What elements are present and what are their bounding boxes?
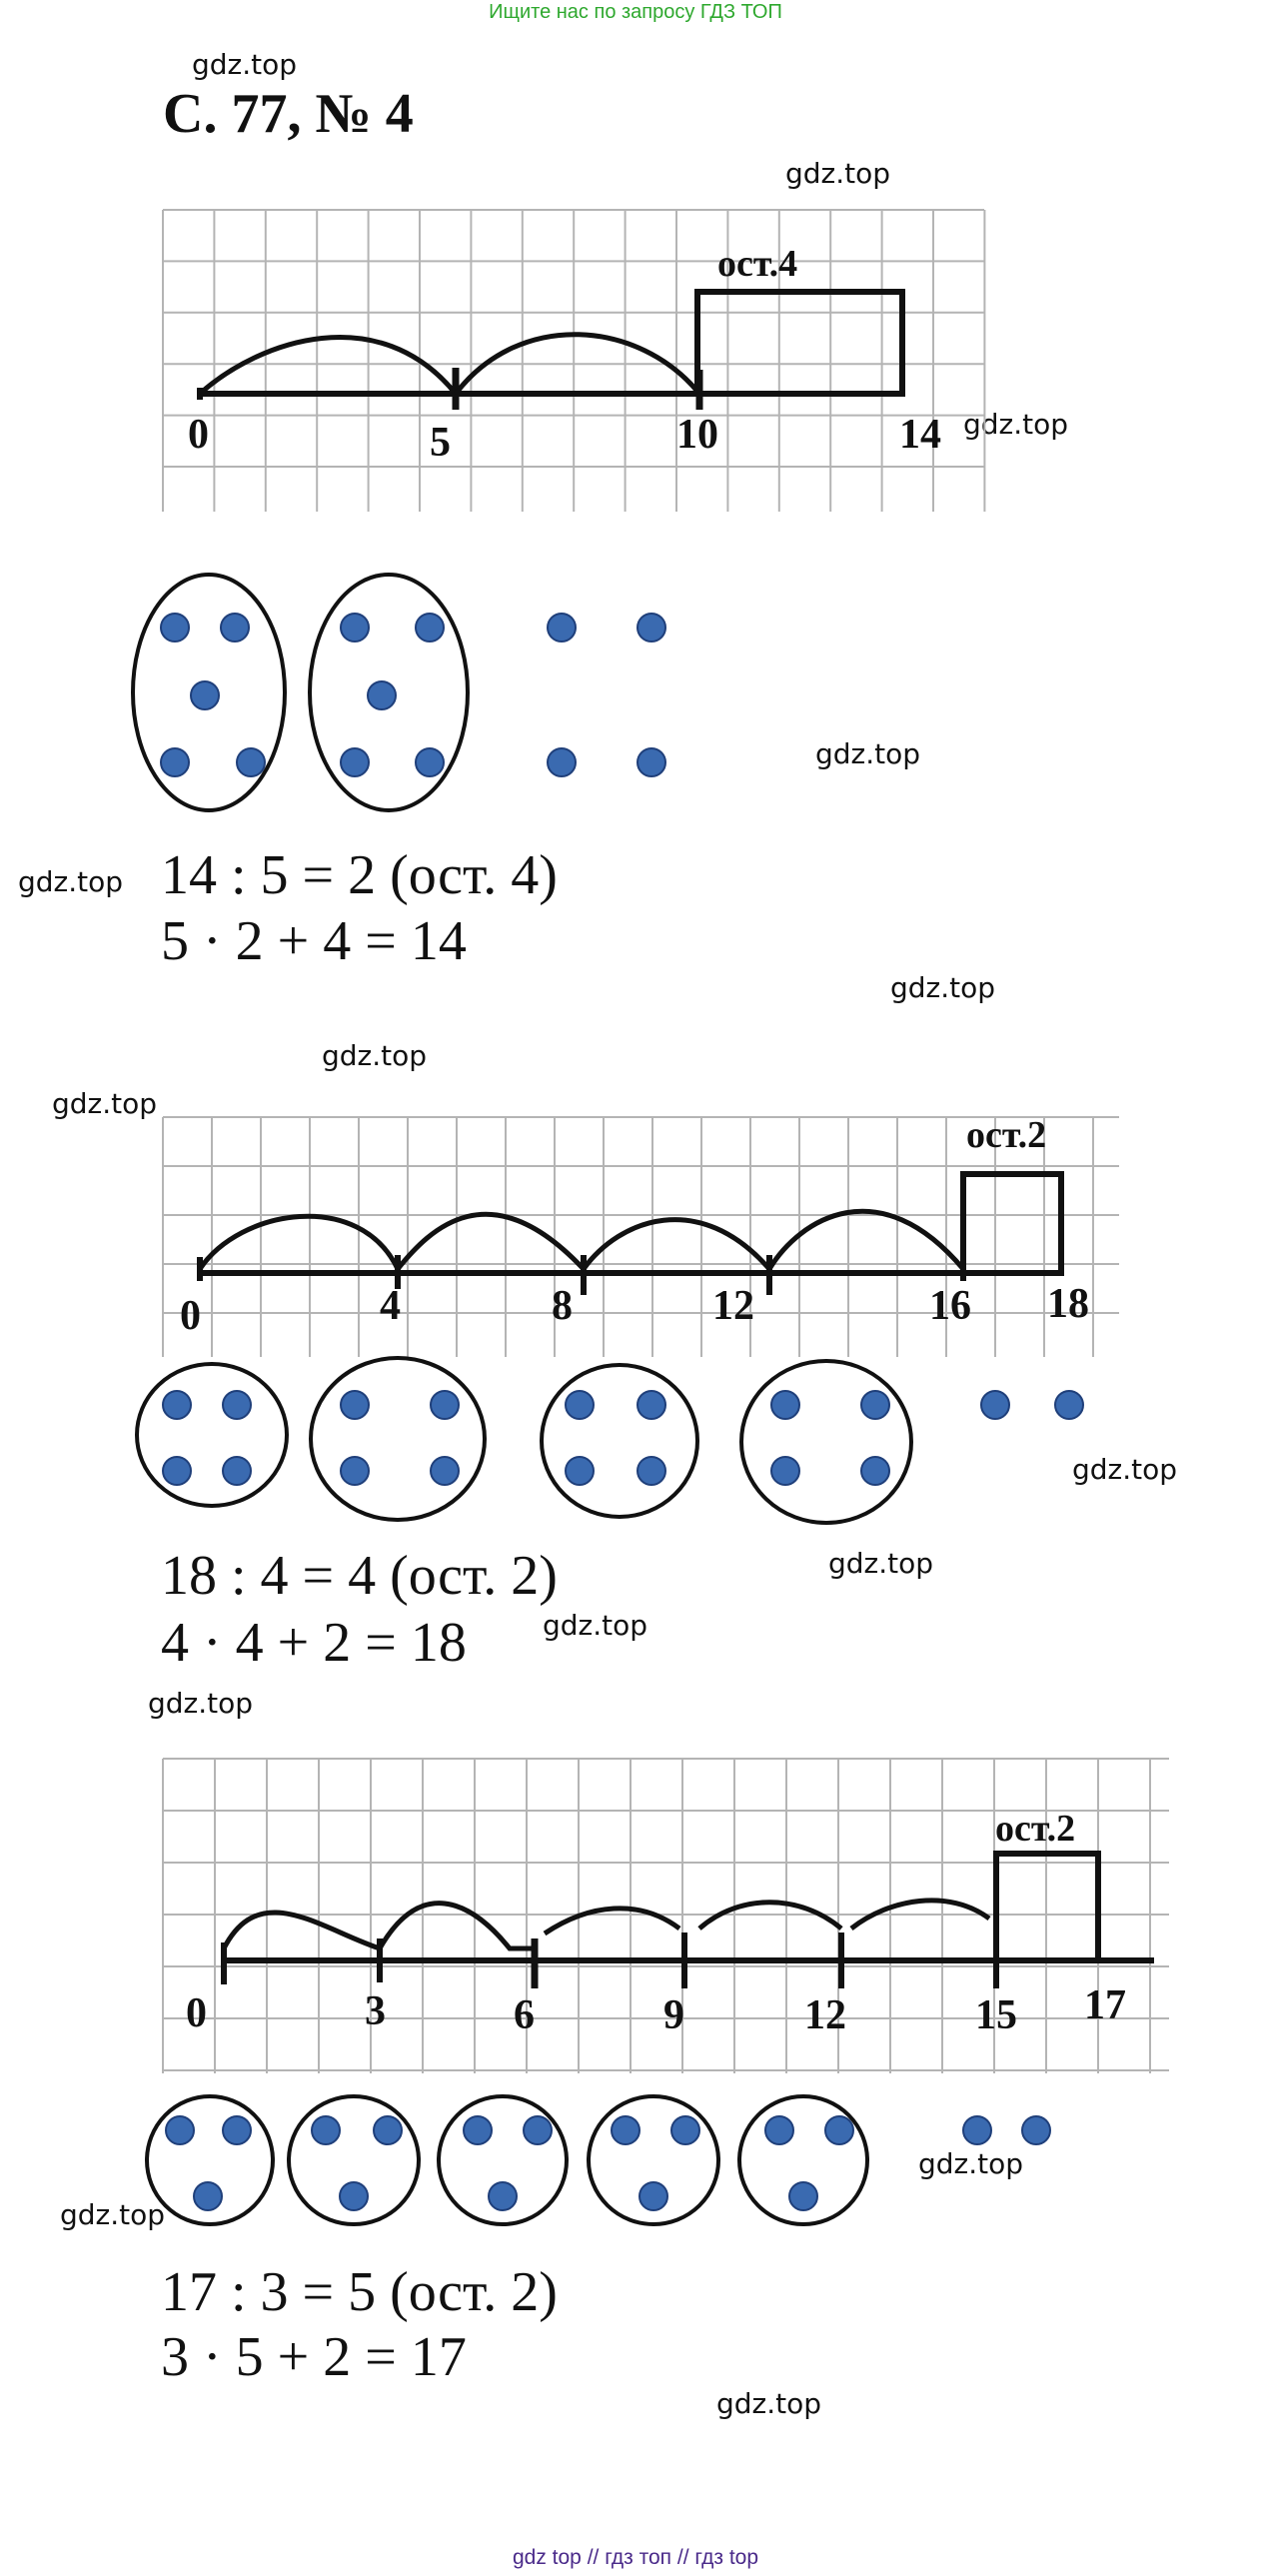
counter-dot — [431, 1457, 459, 1485]
watermark: gdz.top — [918, 2147, 1024, 2180]
watermark: gdz.top — [890, 971, 996, 1004]
tick-label: 10 — [676, 412, 718, 458]
tick-label: 0 — [180, 1293, 201, 1339]
tick-label: 9 — [663, 1992, 684, 2038]
counter-dot — [163, 1457, 191, 1485]
counter-dot — [221, 614, 249, 642]
task3-division-equation: 17 : 3 = 5 (ост. 2) — [161, 2261, 558, 2323]
counter-dot — [237, 748, 265, 776]
counter-dot — [771, 1457, 799, 1485]
page-title: С. 77, № 4 — [163, 83, 414, 145]
counter-dot — [771, 1391, 799, 1419]
counter-dot — [861, 1457, 889, 1485]
counter-dot — [637, 1457, 665, 1485]
counter-dot — [789, 2182, 817, 2210]
counter-dot — [163, 1391, 191, 1419]
counter-dot — [765, 2116, 793, 2144]
jump-arc — [380, 1904, 535, 1948]
task3-figure — [147, 1759, 1169, 2224]
counter-dot — [639, 2182, 667, 2210]
footer-links: gdz top // гдз топ // гдз top — [512, 2546, 759, 2569]
tick-label: 8 — [552, 1283, 573, 1329]
counter-dot — [341, 1457, 369, 1485]
counter-dot — [464, 2116, 492, 2144]
counter-dot — [548, 614, 576, 642]
watermark: gdz.top — [963, 408, 1069, 441]
counter-dot — [524, 2116, 552, 2144]
counter-dot — [1022, 2116, 1050, 2144]
counter-dot — [825, 2116, 853, 2144]
watermark: gdz.top — [785, 157, 891, 190]
tick-label: 17 — [1084, 1982, 1126, 2028]
counter-dot — [981, 1391, 1009, 1419]
counter-dot — [161, 614, 189, 642]
task1-figure — [133, 210, 984, 810]
task1-grid — [163, 210, 984, 512]
watermark: gdz.top — [18, 865, 124, 898]
counter-dot — [341, 614, 369, 642]
counter-dot — [637, 748, 665, 776]
counter-dot — [223, 1391, 251, 1419]
jump-arc — [224, 1913, 380, 1948]
tick-label: 4 — [380, 1283, 401, 1329]
tick-label: 6 — [514, 1992, 535, 2038]
tick-label: 0 — [186, 1990, 207, 2036]
watermark: gdz.top — [1072, 1453, 1178, 1486]
tick-label: 3 — [365, 1988, 386, 2034]
watermark: gdz.top — [148, 1687, 254, 1720]
watermark: gdz.top — [192, 48, 298, 81]
counter-dot — [566, 1457, 594, 1485]
tick-label: 12 — [712, 1283, 754, 1329]
counter-dot — [963, 2116, 991, 2144]
jump-arc — [398, 1214, 584, 1269]
group-circle — [741, 1361, 911, 1523]
watermark: gdz.top — [815, 737, 921, 770]
watermark: gdz.top — [543, 1609, 648, 1642]
task2-figure — [137, 1114, 1119, 1523]
counter-dot — [861, 1391, 889, 1419]
remainder-label: ост.2 — [966, 1114, 1047, 1156]
watermark: gdz.top — [322, 1039, 428, 1072]
group-circle — [542, 1365, 697, 1517]
counter-dot — [1055, 1391, 1083, 1419]
counter-dot — [368, 681, 396, 709]
task3-check-equation: 3 · 5 + 2 = 17 — [161, 2326, 467, 2388]
counter-dot — [416, 748, 444, 776]
jump-arc — [545, 1909, 679, 1933]
counter-dot — [341, 1391, 369, 1419]
counter-dot — [637, 1391, 665, 1419]
search-banner: Ищите нас по запросу ГДЗ ТОП — [489, 1, 782, 23]
watermark: gdz.top — [52, 1087, 158, 1120]
jump-arc — [200, 1216, 398, 1269]
task1-division-equation: 14 : 5 = 2 (ост. 4) — [161, 844, 558, 906]
counter-dot — [223, 1457, 251, 1485]
counter-dot — [566, 1391, 594, 1419]
tick-label: 5 — [430, 420, 451, 466]
counter-dot — [671, 2116, 699, 2144]
counter-dot — [416, 614, 444, 642]
tick-label: 15 — [975, 1992, 1017, 2038]
remainder-label: ост.2 — [995, 1808, 1076, 1850]
task2-dots — [163, 1391, 1083, 1485]
counter-dot — [223, 2116, 251, 2144]
task2-division-equation: 18 : 4 = 4 (ост. 2) — [161, 1545, 558, 1607]
counter-dot — [161, 748, 189, 776]
remainder-label: ост.4 — [717, 243, 798, 285]
counter-dot — [194, 2182, 222, 2210]
group-circle — [311, 1358, 485, 1520]
counter-dot — [431, 1391, 459, 1419]
tick-label: 14 — [899, 412, 941, 458]
group-circle — [137, 1364, 287, 1506]
counter-dot — [312, 2116, 340, 2144]
counter-dot — [191, 681, 219, 709]
watermark: gdz.top — [828, 1547, 934, 1580]
counter-dot — [637, 614, 665, 642]
task2-check-equation: 4 · 4 + 2 = 18 — [161, 1612, 467, 1674]
remainder-box — [963, 1174, 1061, 1273]
counter-dot — [548, 748, 576, 776]
watermark: gdz.top — [716, 2387, 822, 2420]
watermark: gdz.top — [60, 2198, 166, 2231]
counter-dot — [489, 2182, 517, 2210]
counter-dot — [612, 2116, 639, 2144]
jump-arc — [584, 1220, 769, 1269]
tick-label: 18 — [1047, 1281, 1089, 1327]
counter-dot — [374, 2116, 402, 2144]
tick-label: 0 — [188, 412, 209, 458]
task1-check-equation: 5 · 2 + 4 = 14 — [161, 910, 467, 972]
counter-dot — [340, 2182, 368, 2210]
tick-label: 16 — [929, 1283, 971, 1329]
task1-dots — [161, 614, 665, 776]
tick-label: 12 — [804, 1992, 846, 2038]
counter-dot — [166, 2116, 194, 2144]
jump-arc — [200, 338, 456, 394]
counter-dot — [341, 748, 369, 776]
